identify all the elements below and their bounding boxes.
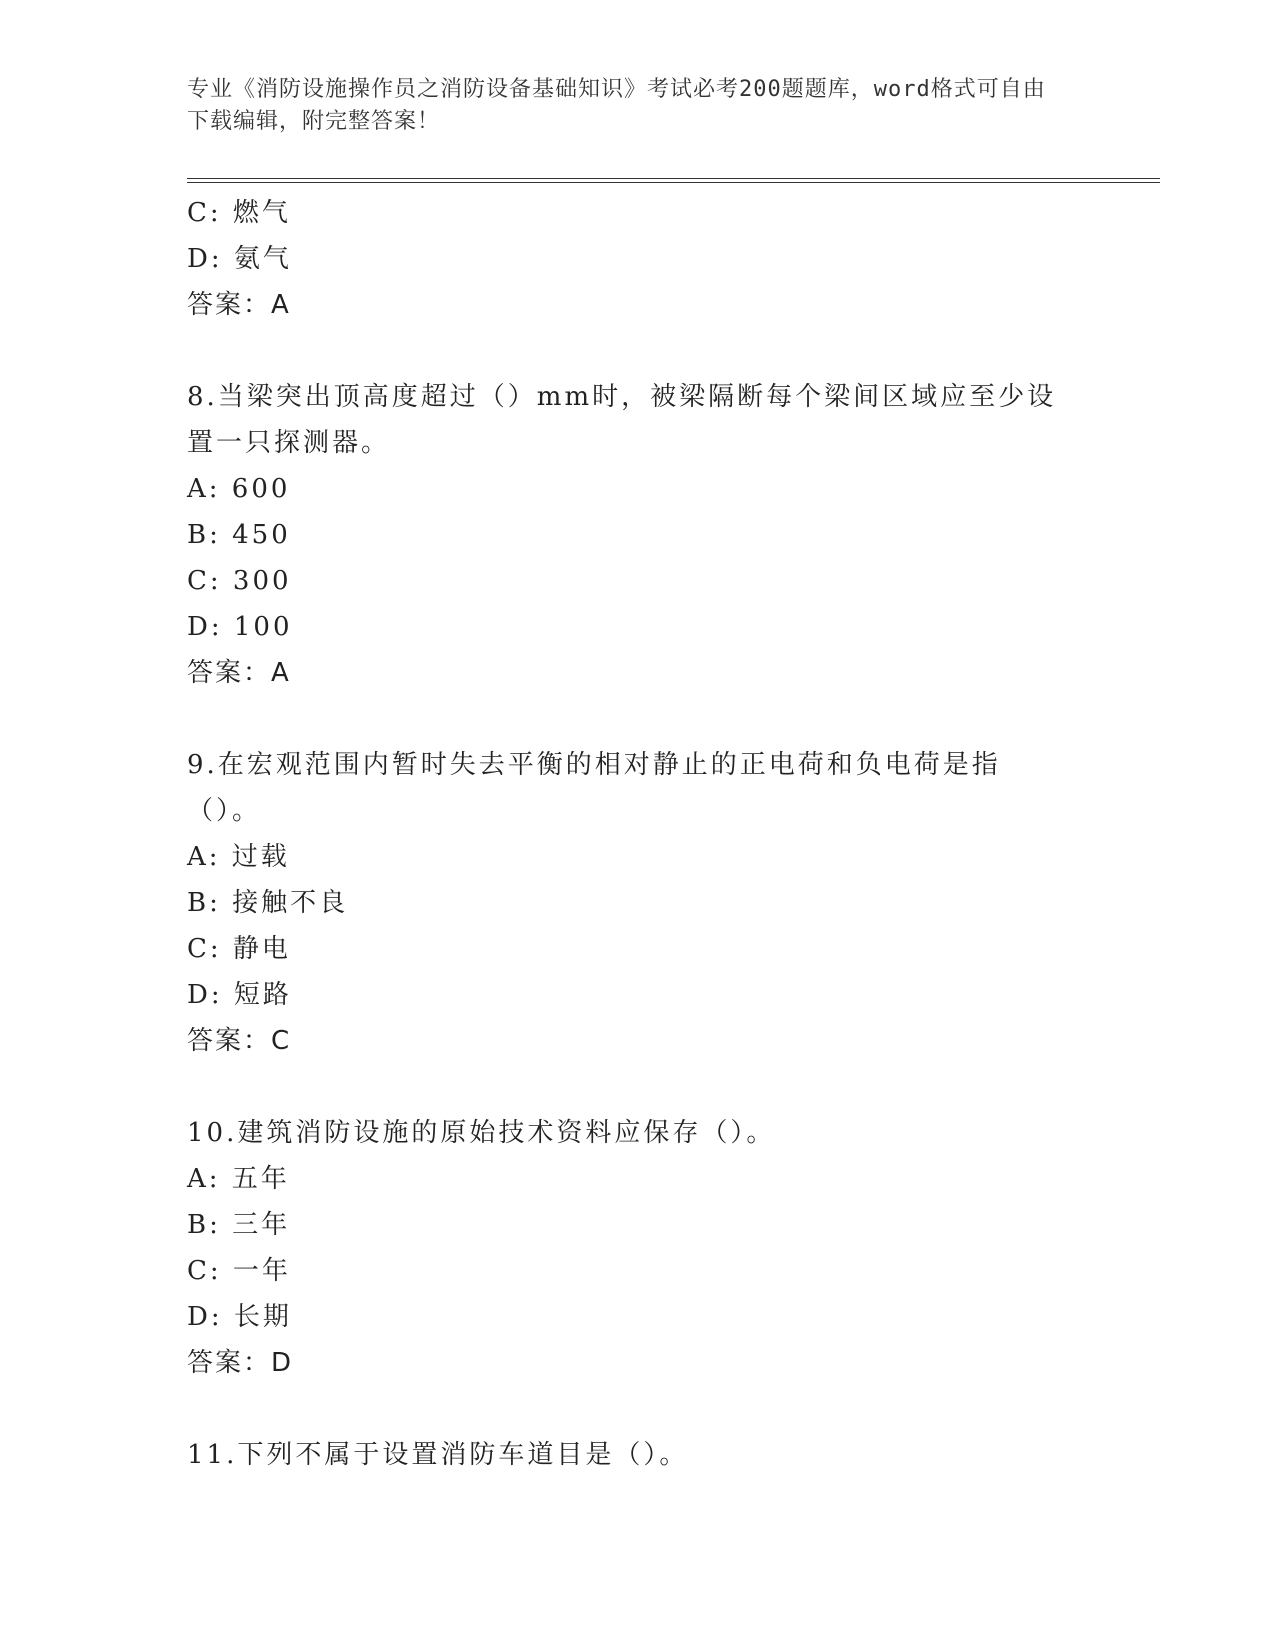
question-text: 11.下列不属于设置消防车道目是（）。 xyxy=(187,1440,689,1470)
question-10 xyxy=(187,1110,1087,1386)
option-c: C: 一年 xyxy=(187,1256,291,1286)
option-d: D: 100 xyxy=(187,612,293,642)
option-c: C: 静电 xyxy=(187,934,291,964)
option-c: C: 燃气 xyxy=(187,198,291,228)
document-header: 专业《消防设施操作员之消防设备基础知识》考试必考200题题库，word格式可自由下载编辑，附完整答案！ xyxy=(187,77,1046,134)
question-9 xyxy=(187,742,1087,1064)
option-a: A: 五年 xyxy=(187,1164,290,1194)
option-b: B: 接触不良 xyxy=(187,888,349,918)
question-text: 10.建筑消防设施的原始技术资料应保存（）。 xyxy=(187,1118,776,1148)
answer-line: 答案：A xyxy=(187,658,291,688)
answer-line: 答案：C xyxy=(187,1026,292,1056)
option-d: D: 短路 xyxy=(187,980,292,1010)
answer-line: 答案：D xyxy=(187,1348,294,1378)
option-c: C: 300 xyxy=(187,566,292,596)
question-text: 9.在宏观范围内暂时失去平衡的相对静止的正电荷和负电荷是指（）。 xyxy=(187,750,1001,826)
option-b: B: 三年 xyxy=(187,1210,291,1240)
answer-line: 答案：A xyxy=(187,290,291,320)
question-8 xyxy=(187,374,1087,696)
header-double-rule xyxy=(187,178,1160,183)
option-b: B: 450 xyxy=(187,520,291,550)
question-text: 8.当梁突出顶高度超过（）mm时，被梁隔断每个梁间区域应至少设置一只探测器。 xyxy=(187,382,1057,458)
question-list xyxy=(187,190,1087,1478)
option-d: D: 氨气 xyxy=(187,244,292,274)
previous-question-tail xyxy=(187,190,1087,328)
option-a: A: 过载 xyxy=(187,842,290,872)
option-a: A: 600 xyxy=(187,474,291,504)
question-11 xyxy=(187,1432,1087,1478)
option-d: D: 长期 xyxy=(187,1302,292,1332)
